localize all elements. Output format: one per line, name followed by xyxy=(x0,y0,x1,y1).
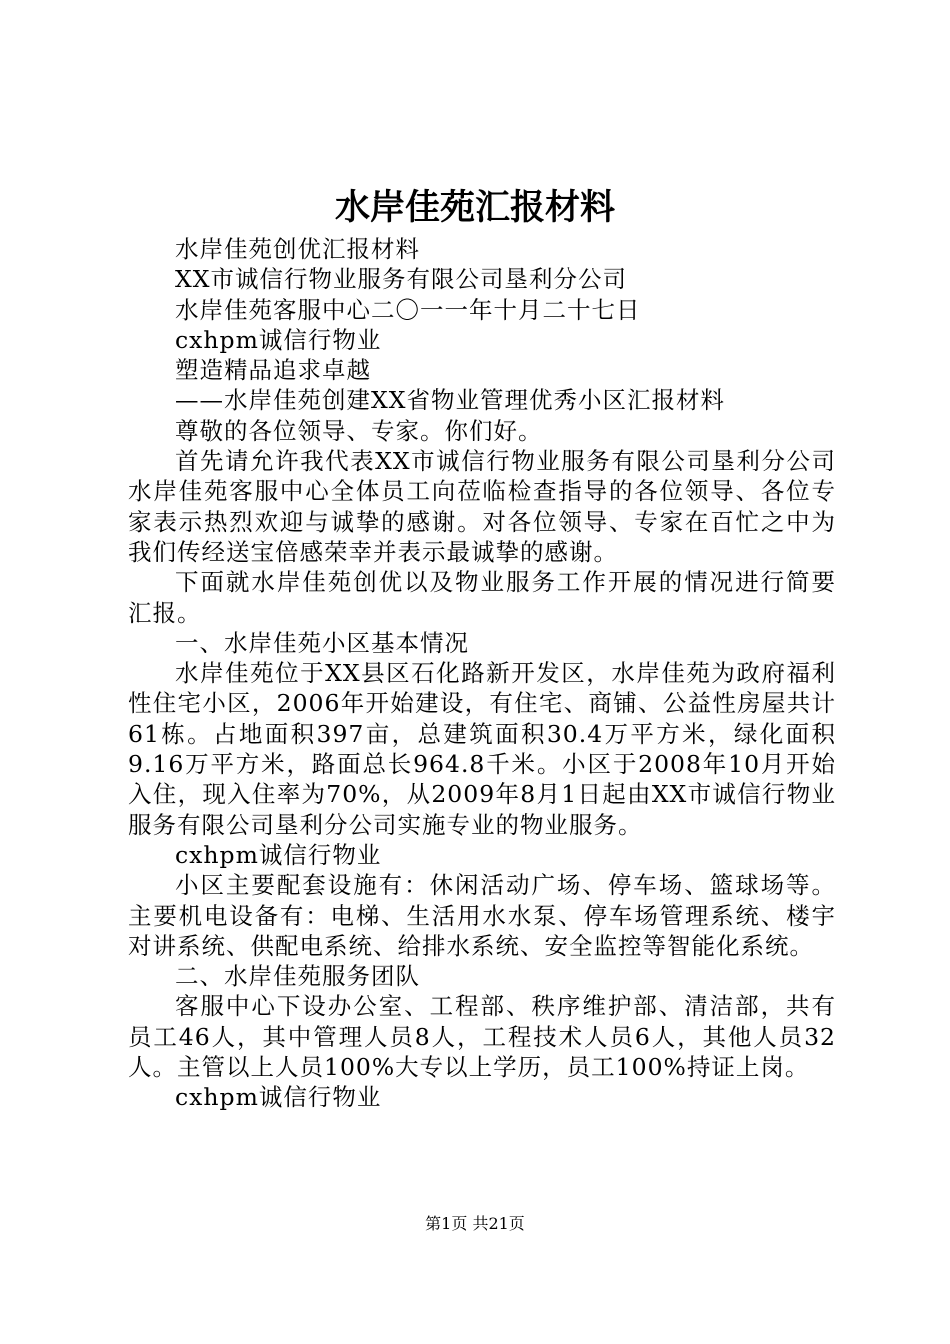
section-heading: 一、水岸佳苑小区基本情况 xyxy=(175,628,469,657)
paragraph: cxhpm诚信行物业 xyxy=(175,325,382,354)
paragraph: 下面就水岸佳苑创优以及物业服务工作开展的情况进行简要汇报。 xyxy=(128,568,836,627)
paragraph: 小区主要配套设施有：休闲活动广场、停车场、篮球场等。主要机电设备有：电梯、生活用水水泵、停车场管理系统、楼宇对讲系统、供配电系统、给排水系统、安全监控等智能化系统。 xyxy=(128,871,836,960)
page-footer: 第1页 共21页 xyxy=(425,1214,525,1233)
paragraph: 塑造精品追求卓越 xyxy=(175,356,371,385)
paragraph: 水岸佳苑客服中心二〇一一年十月二十七日 xyxy=(175,295,641,324)
document-title: 水岸佳苑汇报材料 xyxy=(334,187,615,228)
paragraph: XX市诚信行物业服务有限公司垦利分公司 xyxy=(175,265,627,294)
paragraph: cxhpm诚信行物业 xyxy=(175,1083,382,1112)
paragraph: 客服中心下设办公室、工程部、秩序维护部、清洁部，共有员工46人，其中管理人员8人，工程技术人员6人，其他人员32人。主管以上人员100%大专以上学历，员工100%持证上岗。 xyxy=(128,992,836,1082)
paragraph: ——水岸佳苑创建XX省物业管理优秀小区汇报材料 xyxy=(175,386,725,415)
paragraph: cxhpm诚信行物业 xyxy=(175,840,382,869)
paragraph: 水岸佳苑创优汇报材料 xyxy=(175,235,420,263)
paragraph: 尊敬的各位领导、专家。你们好。 xyxy=(175,416,543,445)
section-heading: 二、水岸佳苑服务团队 xyxy=(175,962,420,991)
document-body xyxy=(128,234,836,1113)
paragraph: 水岸佳苑位于XX县区石化路新开发区，水岸佳苑为政府福利性住宅小区，2006年开始建设，有住宅、商铺、公益性房屋共计61栋。占地面积397亩，总建筑面积30.4万平方米，绿化面积9.16万平方米，路面总长964.8千米。小区于2008年10月开始入住，现入住率为70%，从2009年8月1日起由XX市诚信行物业服务有限公司垦利分公司实施专业的物业服务。 xyxy=(128,659,836,839)
paragraph: 首先请允许我代表XX市诚信行物业服务有限公司垦利分公司水岸佳苑客服中心全体员工向莅临检查指导的各位领导、各位专家表示热烈欢迎与诚挚的感谢。对各位领导、专家在百忙之中为我们传经送宝倍感荣幸并表示最诚挚的感谢。 xyxy=(128,447,836,566)
